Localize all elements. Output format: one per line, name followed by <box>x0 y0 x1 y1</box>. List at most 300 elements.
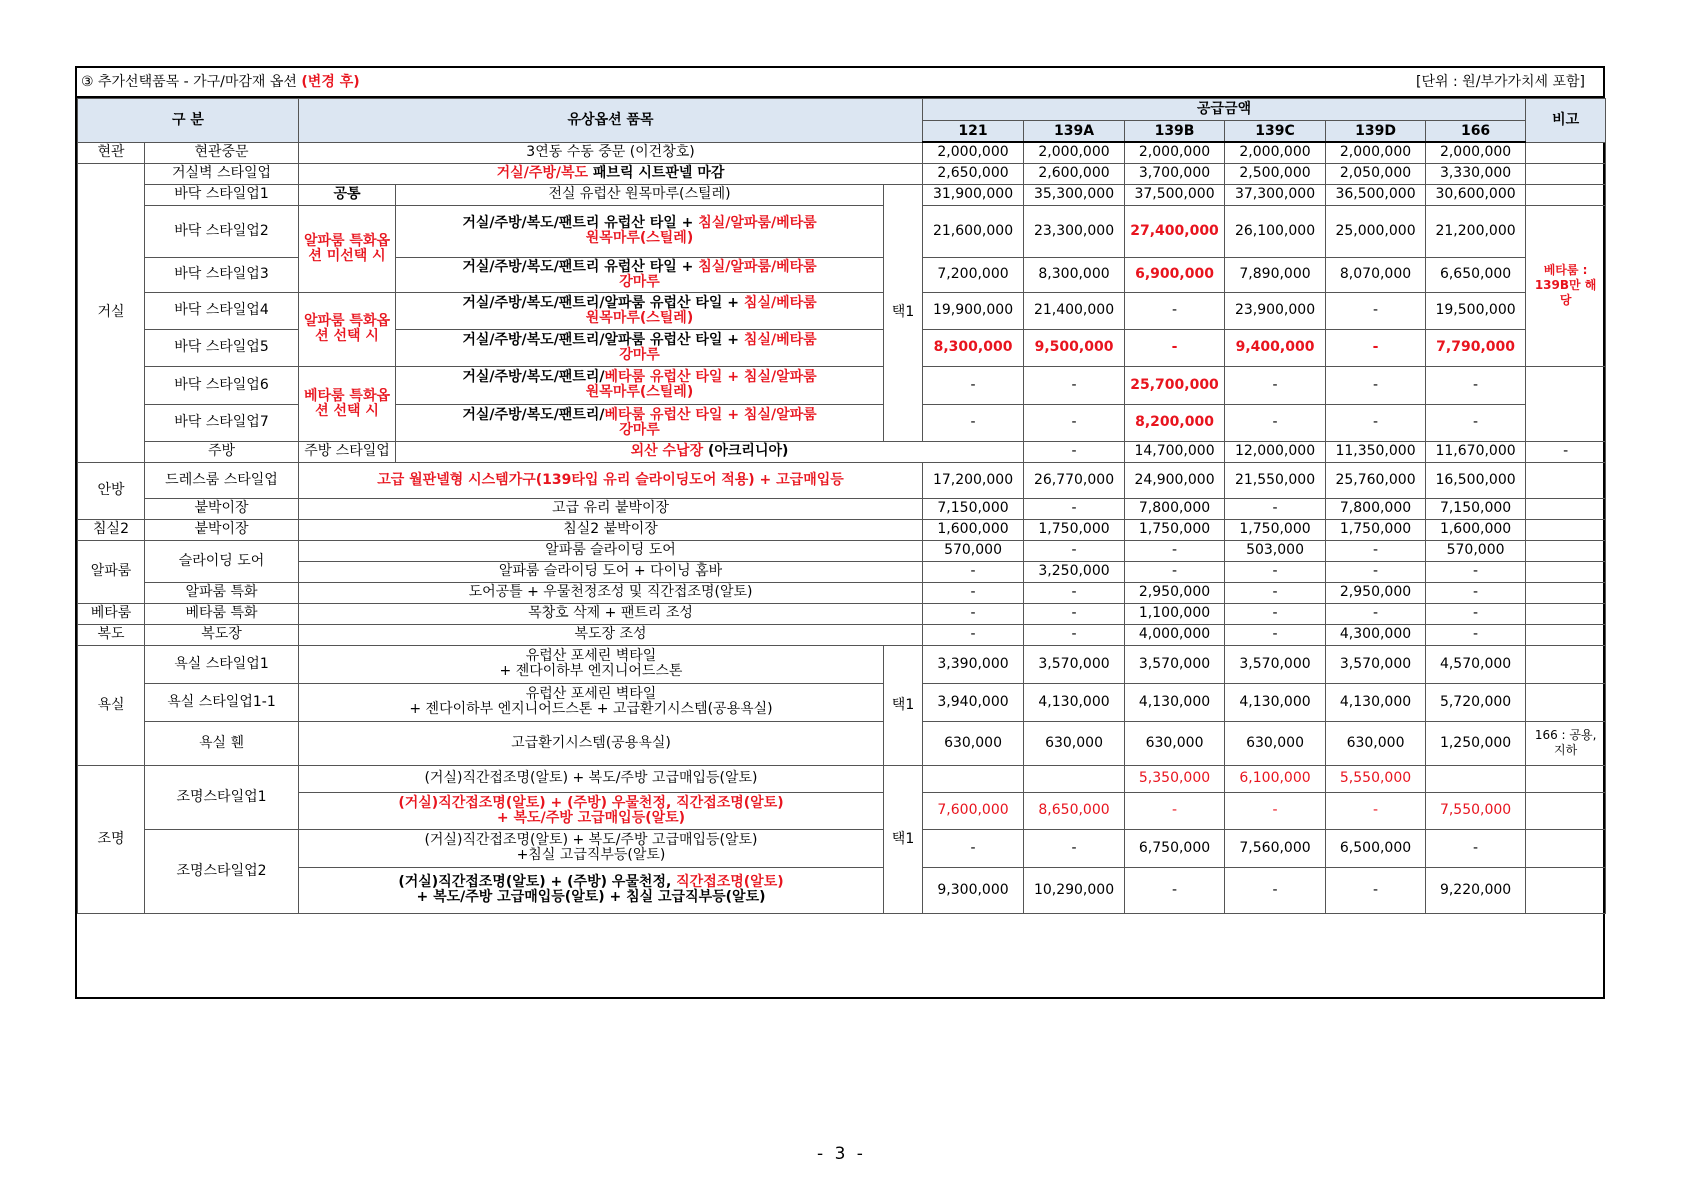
price-cell: - <box>1225 561 1326 582</box>
row-item: 복도장 조성 <box>299 624 923 645</box>
header-type-139b: 139B <box>1125 121 1225 143</box>
choose-one-label: 택1 <box>884 184 923 441</box>
price-cell: 570,000 <box>923 540 1024 561</box>
price-cell: 23,900,000 <box>1225 292 1326 329</box>
header-note: 비고 <box>1526 99 1606 143</box>
price-cell: - <box>923 366 1024 404</box>
item-line: +침실 고급직부등(알토) <box>516 847 666 863</box>
table-row <box>78 582 1606 603</box>
price-cell: 630,000 <box>1225 721 1326 765</box>
price-cell: - <box>1024 441 1125 462</box>
row-item: 목창호 삭제 + 팬트리 조성 <box>299 603 923 624</box>
row-item: 고급 유리 붙박이장 <box>299 498 923 519</box>
row-item: 고급환기시스템(공용욕실) <box>299 721 884 765</box>
header-type-139a: 139A <box>1024 121 1125 143</box>
room-label: 베타룸 <box>78 603 145 624</box>
price-cell: 3,250,000 <box>1024 561 1125 582</box>
row-name: 조명스타일업1 <box>145 765 299 829</box>
row-item: 침실2 붙박이장 <box>299 519 923 540</box>
table-row <box>78 498 1606 519</box>
price-cell: 2,000,000 <box>1326 142 1426 163</box>
price-cell: 3,330,000 <box>1426 163 1526 184</box>
row-name: 베타룸 특화 <box>145 603 299 624</box>
price-cell: 37,300,000 <box>1225 184 1326 205</box>
price-cell: 21,200,000 <box>1426 205 1526 257</box>
row-item <box>299 829 884 867</box>
item-text: (거실)직간접조명(알토) + (주방) 우물천정, <box>398 874 677 890</box>
room-label: 복도 <box>78 624 145 645</box>
price-cell: 8,200,000 <box>1125 404 1225 441</box>
note-cell <box>1526 142 1606 163</box>
price-cell: 37,500,000 <box>1125 184 1225 205</box>
price-cell: 1,600,000 <box>1426 519 1526 540</box>
price-cell: - <box>1225 624 1326 645</box>
item-highlight: 침실/베타룸 <box>743 331 817 348</box>
price-cell: - <box>1024 829 1125 867</box>
price-cell: - <box>1426 561 1526 582</box>
table-row <box>78 205 1606 257</box>
price-cell: 1,750,000 <box>1125 519 1225 540</box>
price-cell: 11,670,000 <box>1426 441 1526 462</box>
price-cell: 1,750,000 <box>1024 519 1125 540</box>
item-line: (거실)직간접조명(알토) + (주방) 우물천정, 직간접조명(알토) <box>398 794 784 811</box>
price-cell: 36,500,000 <box>1326 184 1426 205</box>
price-cell: 7,200,000 <box>923 257 1024 292</box>
page-number: - 3 - <box>817 1144 866 1164</box>
item-line: + 복도/주방 고급매입등(알토) <box>496 809 686 826</box>
table-row <box>78 683 1606 721</box>
price-cell: 26,100,000 <box>1225 205 1326 257</box>
item-highlight: 거실/주방/복도 <box>496 165 589 181</box>
row-name: 바닥 스타일업6 <box>145 366 299 404</box>
price-cell: - <box>923 582 1024 603</box>
price-cell: 30,600,000 <box>1426 184 1526 205</box>
price-cell: 17,200,000 <box>923 462 1024 498</box>
row-item: (거실)직간접조명(알토) + 복도/주방 고급매입등(알토) <box>299 765 884 792</box>
table-row <box>78 366 1606 404</box>
price-cell <box>1024 765 1125 792</box>
choose-one-label: 택1 <box>884 765 923 913</box>
price-cell: - <box>1024 366 1125 404</box>
price-cell: 6,500,000 <box>1326 829 1426 867</box>
price-cell: 7,890,000 <box>1225 257 1326 292</box>
price-cell: 19,500,000 <box>1426 292 1526 329</box>
price-cell: 630,000 <box>1024 721 1125 765</box>
price-cell: - <box>1426 366 1526 404</box>
price-cell: - <box>923 561 1024 582</box>
price-cell: 9,400,000 <box>1225 329 1326 366</box>
note-beta-only: 베타룸 : 139B만 해당 <box>1526 205 1606 366</box>
price-cell: 9,500,000 <box>1024 329 1125 366</box>
price-cell: 2,050,000 <box>1326 163 1426 184</box>
price-cell: - <box>1326 561 1426 582</box>
note-cell <box>1526 519 1606 540</box>
price-cell: - <box>1125 540 1225 561</box>
item-text: 거실/주방/복도/팬트리/알파룸 유럽산 타일 + <box>462 331 744 348</box>
table-row <box>78 624 1606 645</box>
price-cell: 2,000,000 <box>1125 142 1225 163</box>
price-cell: 503,000 <box>1225 540 1326 561</box>
price-cell: - <box>1225 603 1326 624</box>
price-cell: 630,000 <box>923 721 1024 765</box>
price-cell: 9,300,000 <box>923 867 1024 913</box>
price-cell: 570,000 <box>1426 540 1526 561</box>
row-name: 바닥 스타일업4 <box>145 292 299 329</box>
price-cell: 14,700,000 <box>1125 441 1225 462</box>
note-cell <box>1526 582 1606 603</box>
table-caption <box>77 68 1603 98</box>
table-row <box>78 441 1606 462</box>
price-cell: - <box>1024 582 1125 603</box>
price-cell: 630,000 <box>1326 721 1426 765</box>
title-change-badge: (변경 후) <box>301 74 360 90</box>
price-cell: 7,800,000 <box>1125 498 1225 519</box>
price-cell: - <box>1326 792 1426 829</box>
row-item <box>396 441 1024 462</box>
table-row <box>78 142 1606 163</box>
room-label: 주방 <box>145 441 299 462</box>
price-cell: 2,000,000 <box>1225 142 1326 163</box>
item-line: + 젠다이하부 엔지니어드스톤 + 고급환기시스템(공용욕실) <box>409 701 773 717</box>
title-text: ③ 추가선택품목 - 가구/마감재 옵션 <box>81 74 297 90</box>
room-label: 욕실 <box>78 645 145 765</box>
price-cell: - <box>1225 404 1326 441</box>
price-cell: 2,650,000 <box>923 163 1024 184</box>
price-cell: 8,650,000 <box>1024 792 1125 829</box>
table-row <box>78 721 1606 765</box>
price-cell: - <box>1125 792 1225 829</box>
table-row <box>78 829 1606 867</box>
price-cell: - <box>923 603 1024 624</box>
price-cell: 2,500,000 <box>1225 163 1326 184</box>
note-cell <box>1526 462 1606 498</box>
row-item <box>299 792 884 829</box>
price-cell: 6,100,000 <box>1225 765 1326 792</box>
choose-one-label: 택1 <box>884 645 923 765</box>
price-cell: 4,130,000 <box>1225 683 1326 721</box>
row-name: 붙박이장 <box>145 519 299 540</box>
row-name: 욕실 휀 <box>145 721 299 765</box>
price-cell: 2,000,000 <box>923 142 1024 163</box>
row-name: 현관중문 <box>145 142 299 163</box>
row-name: 바닥 스타일업5 <box>145 329 299 366</box>
table-row <box>78 540 1606 561</box>
price-cell: 21,400,000 <box>1024 292 1125 329</box>
row-item <box>299 645 884 683</box>
table-row <box>78 603 1606 624</box>
price-cell: 1,750,000 <box>1326 519 1426 540</box>
price-cell: 2,950,000 <box>1125 582 1225 603</box>
row-name: 바닥 스타일업1 <box>145 184 299 205</box>
note-cell <box>1526 645 1606 683</box>
row-item: 고급 월판넬형 시스템가구(139타입 유리 슬라이딩도어 적용) + 고급매입등 <box>299 462 923 498</box>
table-row <box>78 645 1606 683</box>
price-cell: 2,600,000 <box>1024 163 1125 184</box>
header-price-group: 공급금액 <box>923 99 1526 121</box>
price-cell: - <box>1426 404 1526 441</box>
row-item <box>299 867 884 913</box>
row-name: 붙박이장 <box>145 498 299 519</box>
item-line: + 젠다이하부 엔지니어드스톤 <box>499 663 683 679</box>
header-type-121: 121 <box>923 121 1024 143</box>
price-cell: 8,070,000 <box>1326 257 1426 292</box>
price-cell: 3,700,000 <box>1125 163 1225 184</box>
row-name: 슬라이딩 도어 <box>145 540 299 582</box>
price-cell: 7,600,000 <box>923 792 1024 829</box>
group-label: 공통 <box>299 184 396 205</box>
item-line: + 복도/주방 고급매입등(알토) + 침실 고급직부등(알토) <box>416 889 766 905</box>
price-cell: - <box>1326 292 1426 329</box>
row-item: 3연동 수동 중문 (이건창호) <box>299 142 923 163</box>
price-cell: - <box>1225 867 1326 913</box>
price-cell: - <box>1526 441 1606 462</box>
price-cell: 16,500,000 <box>1426 462 1526 498</box>
price-cell: - <box>1024 540 1125 561</box>
note-cell <box>1526 624 1606 645</box>
note-cell <box>1526 561 1606 582</box>
price-cell: - <box>1426 624 1526 645</box>
price-cell: - <box>1024 404 1125 441</box>
price-cell: 4,570,000 <box>1426 645 1526 683</box>
table-row <box>78 792 1606 829</box>
row-item <box>299 683 884 721</box>
table-row <box>78 867 1606 913</box>
row-item <box>396 292 884 329</box>
price-cell: 25,700,000 <box>1125 366 1225 404</box>
price-cell: 9,220,000 <box>1426 867 1526 913</box>
price-cell: - <box>1326 603 1426 624</box>
price-cell: 1,250,000 <box>1426 721 1526 765</box>
room-label: 침실2 <box>78 519 145 540</box>
price-cell: 4,130,000 <box>1326 683 1426 721</box>
price-cell: - <box>1125 292 1225 329</box>
row-item: 도어공틀 + 우물천정조성 및 직간접조명(알토) <box>299 582 923 603</box>
header-item: 유상옵션 품목 <box>299 99 923 143</box>
price-cell: 6,900,000 <box>1125 257 1225 292</box>
price-cell: - <box>1125 561 1225 582</box>
price-cell: - <box>1326 366 1426 404</box>
price-cell: - <box>1125 329 1225 366</box>
price-cell: 7,150,000 <box>1426 498 1526 519</box>
price-cell: - <box>1426 829 1526 867</box>
price-cell: - <box>923 404 1024 441</box>
price-cell: - <box>1225 582 1326 603</box>
option-table-frame <box>75 66 1605 999</box>
price-cell: - <box>923 829 1024 867</box>
price-cell: 2,950,000 <box>1326 582 1426 603</box>
price-cell: - <box>1426 603 1526 624</box>
price-cell: 12,000,000 <box>1225 441 1326 462</box>
price-cell: 31,900,000 <box>923 184 1024 205</box>
row-name: 주방 스타일업 <box>299 441 396 462</box>
price-cell: 5,550,000 <box>1326 765 1426 792</box>
row-item: 전실 유럽산 원목마루(스틸레) <box>396 184 884 205</box>
price-cell: 7,560,000 <box>1225 829 1326 867</box>
price-cell: 23,300,000 <box>1024 205 1125 257</box>
row-name: 바닥 스타일업2 <box>145 205 299 257</box>
price-cell: - <box>1125 867 1225 913</box>
table-row <box>78 292 1606 329</box>
note-cell <box>1526 366 1606 441</box>
price-cell: 21,550,000 <box>1225 462 1326 498</box>
price-cell: 2,000,000 <box>1024 142 1125 163</box>
row-item <box>396 257 884 292</box>
item-highlight: 침실/알파룸/베타룸 <box>698 258 817 275</box>
row-item: 알파룸 슬라이딩 도어 <box>299 540 923 561</box>
note-166: 166 : 공용,지하 <box>1526 721 1606 765</box>
price-cell <box>923 765 1024 792</box>
item-highlight: 직간접조명(알토) <box>676 874 784 890</box>
price-cell: 26,770,000 <box>1024 462 1125 498</box>
row-item <box>396 404 884 441</box>
note-cell <box>1526 765 1606 792</box>
room-label: 현관 <box>78 142 145 163</box>
price-cell: - <box>1024 603 1125 624</box>
table-row <box>78 561 1606 582</box>
price-cell: 19,900,000 <box>923 292 1024 329</box>
price-cell: - <box>1024 624 1125 645</box>
item-highlight: 강마루 <box>619 273 660 290</box>
item-text: 거실/주방/복도/팬트리/ <box>462 406 605 423</box>
row-name: 바닥 스타일업7 <box>145 404 299 441</box>
item-highlight: 베타룸 유럽산 타일 + 침실/알파룸 <box>604 406 817 423</box>
item-line: 유럽산 포세린 벽타일 <box>525 648 657 664</box>
item-highlight: 침실/베타룸 <box>743 294 817 311</box>
price-cell: 11,350,000 <box>1326 441 1426 462</box>
price-cell: 7,790,000 <box>1426 329 1526 366</box>
price-cell: 5,720,000 <box>1426 683 1526 721</box>
price-cell: 3,570,000 <box>1326 645 1426 683</box>
price-cell: 2,000,000 <box>1426 142 1526 163</box>
item-text: 패브릭 시트판넬 마감 <box>588 165 725 181</box>
price-cell <box>1426 765 1526 792</box>
group-label: 베타룸 특화옵션 선택 시 <box>299 366 396 441</box>
item-highlight: 강마루 <box>619 421 660 438</box>
note-cell <box>1526 163 1606 184</box>
price-cell: 35,300,000 <box>1024 184 1125 205</box>
price-cell: 3,570,000 <box>1024 645 1125 683</box>
price-cell: 25,760,000 <box>1326 462 1426 498</box>
note-cell <box>1526 540 1606 561</box>
item-text: 거실/주방/복도/팬트리/ <box>462 369 605 385</box>
item-highlight: 원목마루(스틸레) <box>585 230 694 246</box>
group-label: 알파룸 특화옵션 미선택 시 <box>299 205 396 292</box>
room-label: 거실 <box>78 163 145 462</box>
item-text: (아크리니아) <box>703 443 789 459</box>
price-cell: 8,300,000 <box>1024 257 1125 292</box>
price-cell: - <box>1225 498 1326 519</box>
price-cell: 3,570,000 <box>1125 645 1225 683</box>
price-cell: 4,130,000 <box>1024 683 1125 721</box>
price-cell: 1,600,000 <box>923 519 1024 540</box>
row-item <box>299 163 923 184</box>
item-highlight: 원목마루(스틸레) <box>585 384 694 400</box>
note-cell <box>1526 498 1606 519</box>
table-row <box>78 462 1606 498</box>
table-row <box>78 163 1606 184</box>
table-row <box>78 765 1606 792</box>
price-cell: 3,570,000 <box>1225 645 1326 683</box>
row-name: 알파룸 특화 <box>145 582 299 603</box>
row-name: 복도장 <box>145 624 299 645</box>
price-cell: 10,290,000 <box>1024 867 1125 913</box>
header-type-166: 166 <box>1426 121 1526 143</box>
note-cell <box>1526 603 1606 624</box>
price-cell: 27,400,000 <box>1125 205 1225 257</box>
price-cell: - <box>1225 366 1326 404</box>
price-cell: 7,800,000 <box>1326 498 1426 519</box>
price-cell: 1,100,000 <box>1125 603 1225 624</box>
price-cell: 8,300,000 <box>923 329 1024 366</box>
item-text: 거실/주방/복도/팬트리 유럽산 타일 + <box>462 215 699 231</box>
item-highlight: 원목마루(스틸레) <box>585 309 694 326</box>
note-cell <box>1526 829 1606 867</box>
item-line: (거실)직간접조명(알토) + 복도/주방 고급매입등(알토) <box>424 832 758 848</box>
price-cell: - <box>923 624 1024 645</box>
price-cell: - <box>1326 867 1426 913</box>
item-text: 거실/주방/복도/팬트리/알파룸 유럽산 타일 + <box>462 294 744 311</box>
option-price-table <box>77 98 1606 914</box>
table-row <box>78 184 1606 205</box>
price-cell: 630,000 <box>1125 721 1225 765</box>
price-cell: 21,600,000 <box>923 205 1024 257</box>
price-cell: 5,350,000 <box>1125 765 1225 792</box>
price-cell: - <box>1426 582 1526 603</box>
header-category: 구 분 <box>78 99 299 143</box>
note-cell <box>1526 683 1606 721</box>
row-item <box>396 329 884 366</box>
price-cell: 7,550,000 <box>1426 792 1526 829</box>
header-type-139c: 139C <box>1225 121 1326 143</box>
price-cell: 4,000,000 <box>1125 624 1225 645</box>
room-label: 안방 <box>78 462 145 519</box>
table-title <box>81 68 360 96</box>
row-name: 바닥 스타일업3 <box>145 257 299 292</box>
item-highlight: 침실/알파룸/베타룸 <box>698 215 817 231</box>
row-name: 조명스타일업2 <box>145 829 299 913</box>
price-cell: 6,650,000 <box>1426 257 1526 292</box>
row-name: 욕실 스타일업1 <box>145 645 299 683</box>
row-name: 거실벽 스타일업 <box>145 163 299 184</box>
row-item: 알파룸 슬라이딩 도어 + 다이닝 홈바 <box>299 561 923 582</box>
row-name: 드레스룸 스타일업 <box>145 462 299 498</box>
note-cell <box>1526 867 1606 913</box>
price-cell: - <box>1024 498 1125 519</box>
room-label: 알파룸 <box>78 540 145 603</box>
unit-label: [단위 : 원/부가가치세 포함] <box>1416 74 1585 90</box>
price-cell: - <box>1326 329 1426 366</box>
price-cell: - <box>1326 540 1426 561</box>
item-text: 거실/주방/복도/팬트리 유럽산 타일 + <box>462 258 699 275</box>
note-cell <box>1526 184 1606 205</box>
item-line: 유럽산 포세린 벽타일 <box>525 686 657 702</box>
price-cell: 3,390,000 <box>923 645 1024 683</box>
row-item <box>396 366 884 404</box>
item-highlight: 강마루 <box>619 346 660 363</box>
price-cell: 4,130,000 <box>1125 683 1225 721</box>
price-cell: - <box>1326 404 1426 441</box>
note-cell <box>1526 792 1606 829</box>
row-name: 욕실 스타일업1-1 <box>145 683 299 721</box>
price-cell: 1,750,000 <box>1225 519 1326 540</box>
room-label: 조명 <box>78 765 145 913</box>
price-cell: 3,940,000 <box>923 683 1024 721</box>
price-cell: 4,300,000 <box>1326 624 1426 645</box>
header-type-139d: 139D <box>1326 121 1426 143</box>
price-cell: - <box>1225 792 1326 829</box>
row-item <box>396 205 884 257</box>
item-highlight: 외산 수납장 <box>630 443 704 459</box>
